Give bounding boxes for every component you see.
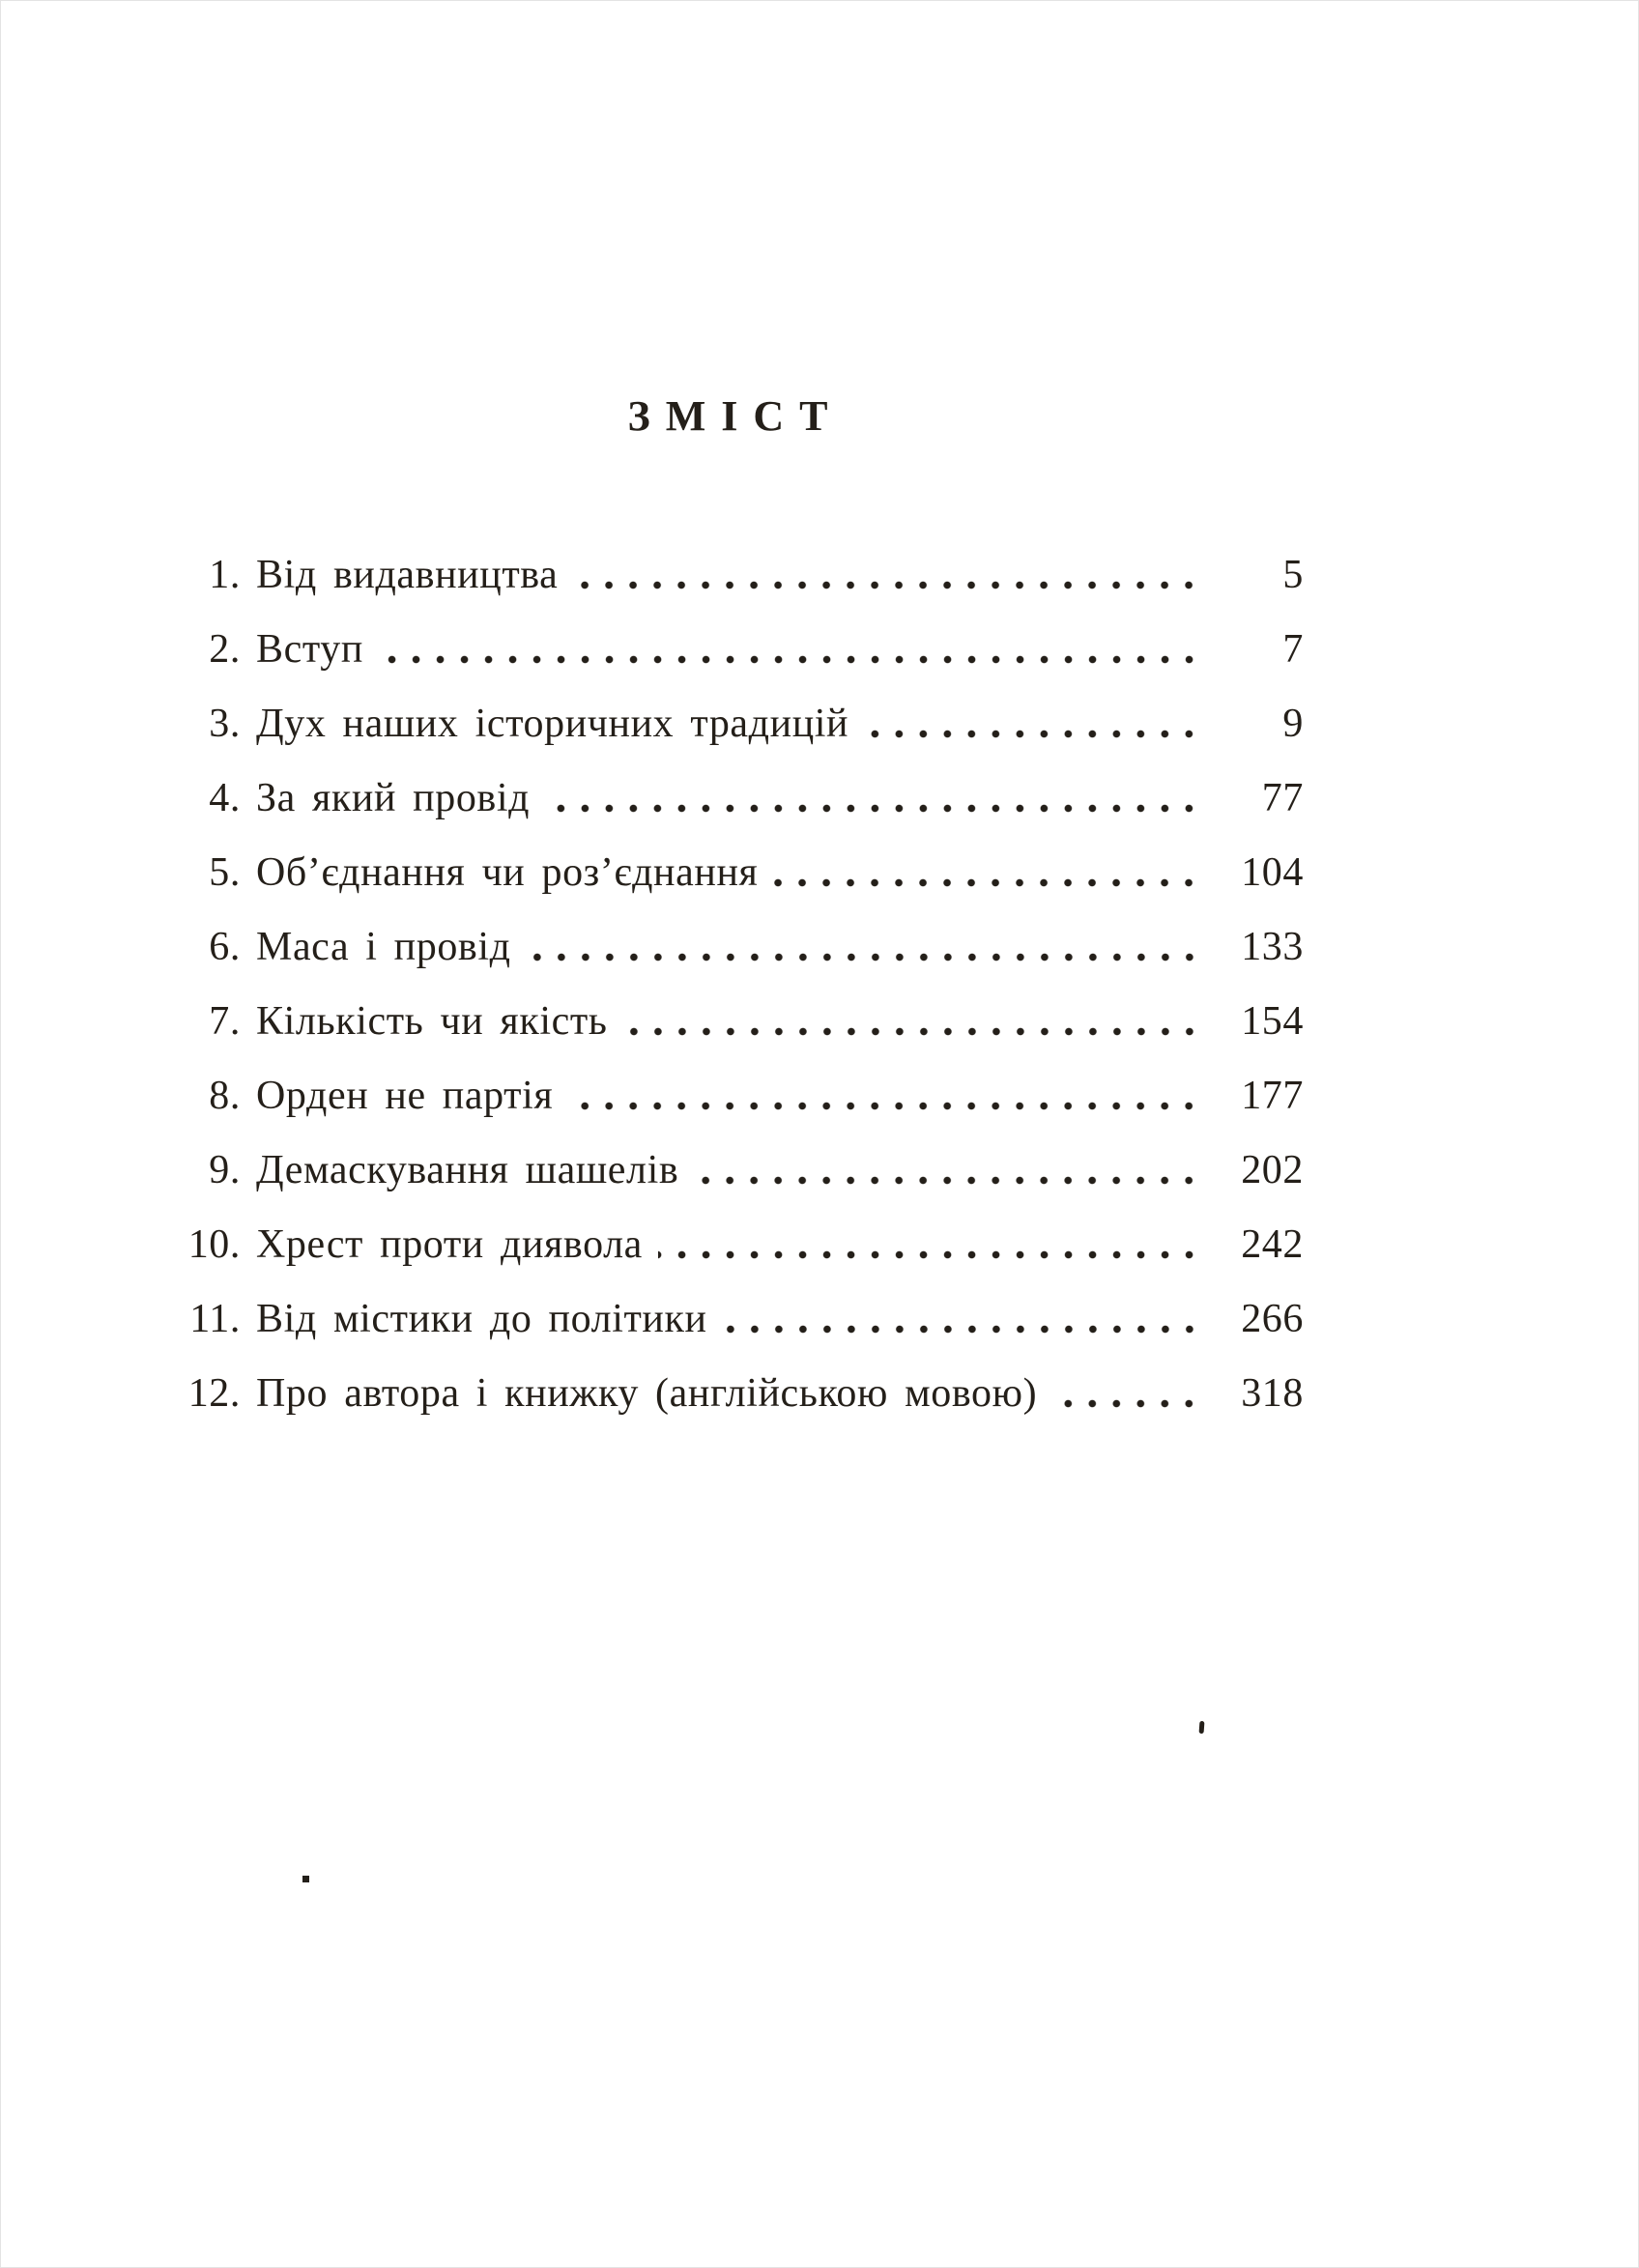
toc-entry-page: 154 [1241,999,1304,1044]
toc-row [185,761,1304,836]
dot-leader [864,730,1209,738]
dot-leader [658,1250,1209,1259]
toc-entry-title: Орден не партія [256,1074,554,1118]
toc-entry-title: Маса і провід [256,925,511,969]
dot-leader [773,878,1209,887]
toc-row [185,1357,1304,1431]
toc-entry-page: 9 [1282,702,1304,746]
toc-entry-title: Дух наших історичних традицій [256,702,849,746]
dot-leader [623,1027,1209,1036]
toc-entry-page: 7 [1282,627,1304,672]
toc-row [185,1208,1304,1282]
toc-entry-number: 9. [209,1148,241,1192]
toc-entry-title: Від видавництва [256,553,559,597]
dot-leader [527,953,1209,962]
toc-row [185,687,1304,761]
toc-entry-page: 133 [1241,925,1304,969]
toc-entry-page: 202 [1241,1148,1304,1192]
dot-leader [573,581,1209,589]
toc-entry-page: 318 [1241,1371,1304,1416]
dot-leader [1052,1399,1209,1408]
toc-entry-page: 104 [1241,850,1304,895]
toc-entry-number: 8. [209,1074,241,1118]
toc-row [185,613,1304,687]
toc-entry-number: 6. [209,925,241,969]
toc-entry-page: 77 [1261,776,1304,820]
toc-row [185,1282,1304,1357]
toc-entry-page: 5 [1282,553,1304,597]
toc-row [185,910,1304,985]
toc-entry-number: 3. [209,702,241,746]
dot-leader [379,655,1209,664]
toc-entry-number: 12. [187,1371,241,1416]
toc-entry-page: 177 [1241,1074,1304,1118]
scan-speck [302,1876,309,1882]
dot-leader [694,1176,1209,1185]
toc-row [185,538,1304,613]
toc-entry-page: 242 [1241,1222,1304,1267]
toc-entry-title: Хрест проти диявола [256,1222,643,1267]
toc-entry-title: За який провід [256,776,531,820]
toc-row [185,1059,1304,1134]
toc-row [185,1134,1304,1208]
page-title: ЗМІСТ [627,392,844,440]
toc-entry-number: 2. [209,627,241,672]
toc-entry-number: 5. [209,850,241,895]
toc-entry-title: Кількість чи якість [256,999,608,1044]
scan-speck [1199,1721,1205,1734]
toc-entry-number: 7. [209,999,241,1044]
toc-row [185,985,1304,1059]
toc-entry-number: 4. [209,776,241,820]
toc-entry-title: Вступ [256,627,363,672]
toc-entry-title: Про автора і книжку (англійською мовою) [256,1371,1038,1416]
toc-entry-number: 11. [189,1297,241,1341]
table-of-contents [185,538,1304,1431]
toc-entry-title: Від містики до політики [256,1297,707,1341]
toc-entry-title: Демаскування шашелів [256,1148,679,1192]
toc-entry-page: 266 [1241,1297,1304,1341]
dot-leader [545,804,1209,813]
dot-leader [568,1102,1209,1110]
toc-row [185,836,1304,910]
toc-entry-title: Об’єднання чи роз’єднання [256,850,759,895]
dot-leader [723,1325,1209,1334]
toc-entry-number: 10. [187,1222,241,1267]
toc-entry-number: 1. [209,553,241,597]
